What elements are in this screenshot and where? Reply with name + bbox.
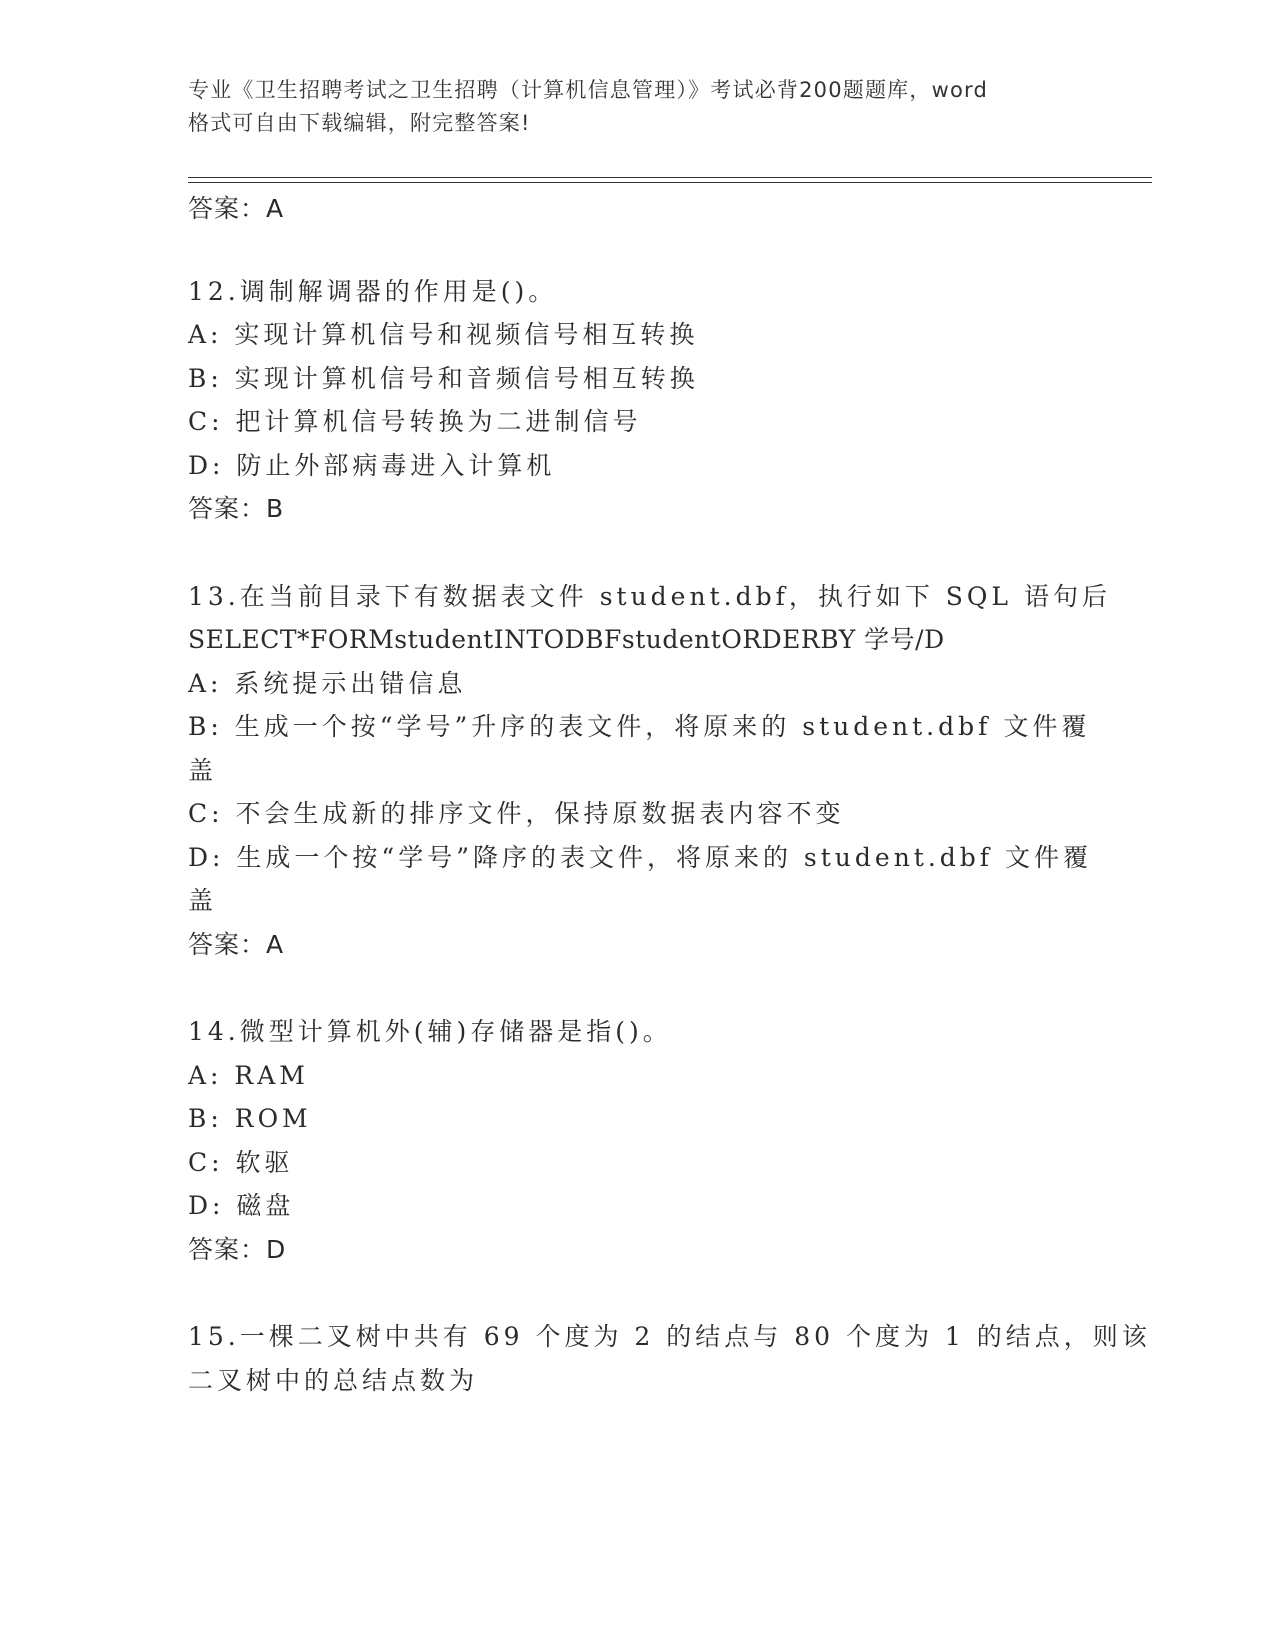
q13-option-c: C: 不会生成新的排序文件，保持原数据表内容不变 (188, 799, 845, 828)
q12-option-c: C: 把计算机信号转换为二进制信号 (188, 407, 642, 436)
answer-q12: 答案：B (188, 494, 285, 523)
question-13-line-1: 13.在当前目录下有数据表文件 student.dbf，执行如下 SQL 语句后 (188, 582, 1111, 611)
q13-option-d-line-1: D: 生成一个按“学号”降序的表文件，将原来的 student.dbf 文件覆 (188, 843, 1092, 872)
question-13-line-2: SELECT*FORMstudentINTODBFstudentORDERBY 学号/D (188, 625, 945, 654)
q12-option-a: A: 实现计算机信号和视频信号相互转换 (188, 320, 699, 349)
header-divider-bottom (188, 182, 1152, 183)
q14-option-d: D: 磁盘 (188, 1191, 295, 1220)
q13-option-a: A: 系统提示出错信息 (188, 669, 467, 698)
q12-option-d: D: 防止外部病毒进入计算机 (188, 451, 556, 480)
q13-option-d-line-2: 盖 (188, 886, 218, 915)
q13-option-b-line-2: 盖 (188, 756, 218, 785)
q13-option-b-line-1: B: 生成一个按“学号”升序的表文件，将原来的 student.dbf 文件覆 (188, 712, 1091, 741)
question-12: 12.调制解调器的作用是()。 (188, 277, 558, 306)
header-line-2: 格式可自由下载编辑，附完整答案! (188, 111, 531, 135)
header-divider-top (188, 177, 1152, 178)
question-15-line-1: 15.一棵二叉树中共有 69 个度为 2 的结点与 80 个度为 1 的结点，则该 (188, 1322, 1151, 1351)
question-15-line-2: 二叉树中的总结点数为 (188, 1366, 479, 1395)
answer-q13: 答案：A (188, 930, 285, 959)
q14-option-a: A: RAM (188, 1061, 309, 1090)
answer-q11: 答案：A (188, 194, 285, 223)
q14-option-c: C: 软驱 (188, 1148, 294, 1177)
header-line-1: 专业《卫生招聘考试之卫生招聘（计算机信息管理）》考试必背200题题库，word (188, 78, 988, 102)
q12-option-b: B: 实现计算机信号和音频信号相互转换 (188, 364, 699, 393)
answer-q14: 答案：D (188, 1235, 287, 1264)
question-14: 14.微型计算机外(辅)存储器是指()。 (188, 1017, 672, 1046)
q14-option-b: B: ROM (188, 1104, 312, 1133)
document-header (188, 74, 1088, 140)
